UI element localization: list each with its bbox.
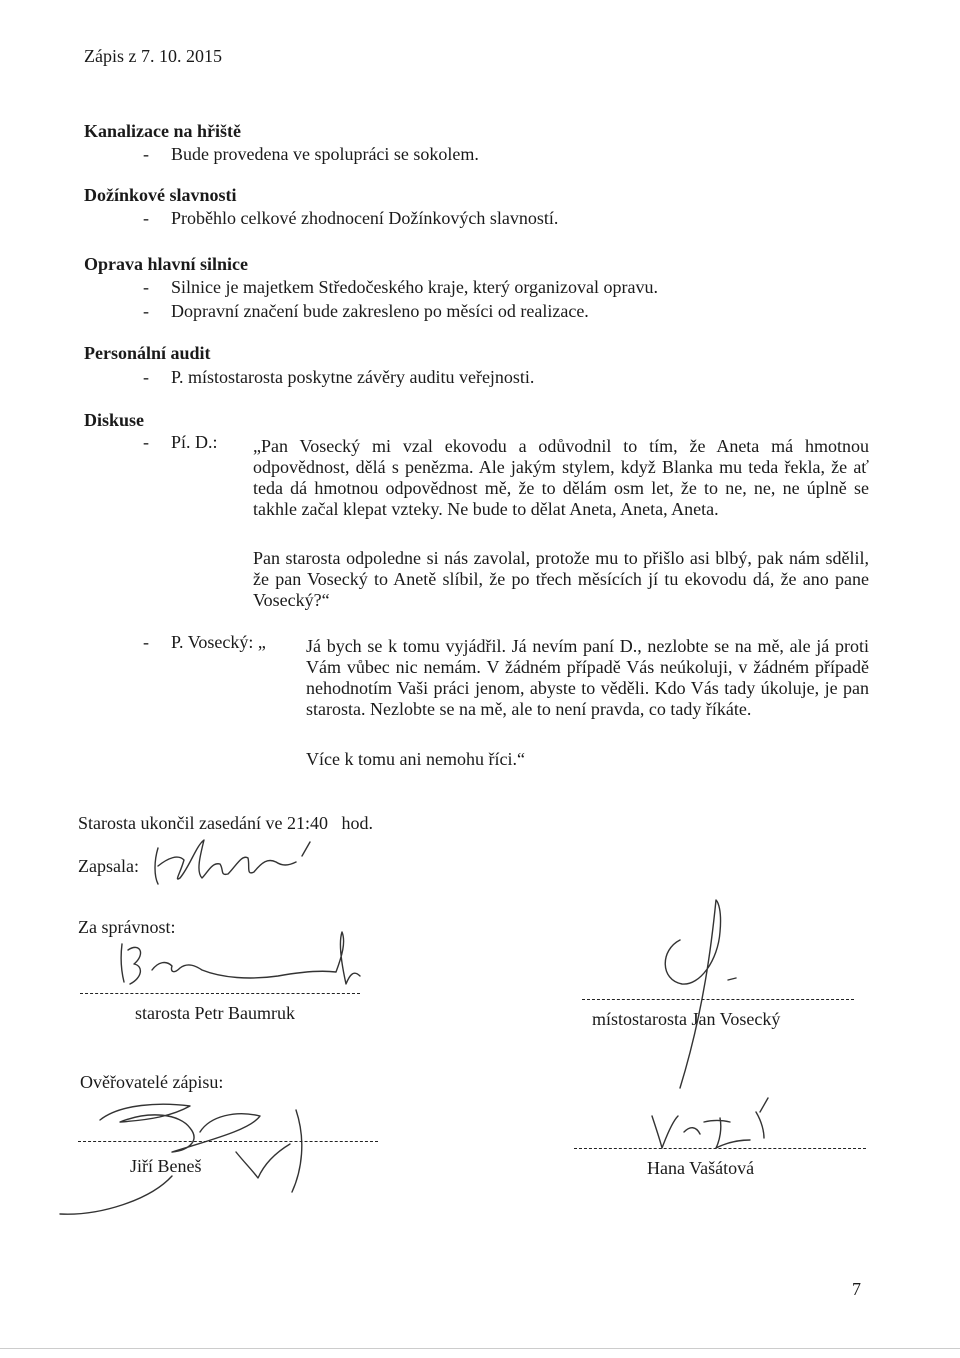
closing-text: Starosta ukončil zasedání ve [78, 813, 283, 833]
verifier-benes-signature [40, 1080, 330, 1220]
verifier-vasatova-signature [640, 1092, 800, 1152]
signer-starosta: starosta Petr Baumruk [135, 1003, 295, 1023]
list-item-text: Proběhlo celkové zhodnocení Dožínkových slavností. [171, 208, 559, 228]
starosta-signature [110, 926, 370, 996]
section-heading-diskuse: Diskuse [84, 410, 145, 430]
list-item-text: P. místostarosta poskytne závěry auditu veřejnosti. [171, 367, 535, 387]
signer-benes: Jiří Beneš [130, 1156, 202, 1176]
list-item [143, 367, 534, 388]
bullet-dash: - [143, 632, 149, 652]
closing-unit: hod. [341, 813, 373, 833]
recorder-label: Zapsala: [78, 856, 139, 876]
verification-label: Za správnost: [78, 917, 176, 937]
page-number: 7 [852, 1279, 861, 1299]
list-item [143, 301, 589, 322]
page-bottom-edge [0, 1348, 960, 1349]
speech-paragraph: Já bych se k tomu vyjádřil. Já nevím paní D., nezlobte se na mě, ale já proti Vám vůbec nic nemám. V žádném případě Vás neúkoluji, v žádném případě nehodnotím Vaši práci jenom, abyste to věděli. Kdo Vás tady úkoluje, je pan starosta. Nezlobte se na mě, ale to není pravda, co tady říkáte. [306, 636, 869, 719]
bullet-dash: - [143, 144, 149, 164]
speech-paragraph: Pan starosta odpoledne si nás zavolal, protože mu to přišlo asi blbý, pak nám sdělil, že pan Vosecký to Anetě slíbil, že po třech měsících jí tu ekovodu dá, že ano pane Vosecký?“ [253, 548, 869, 610]
list-item [143, 277, 658, 298]
bullet-dash: - [143, 367, 149, 387]
list-item-text: Silnice je majetkem Středočeského kraje, který organizoval opravu. [171, 277, 659, 297]
signer-vasatova: Hana Vašátová [647, 1158, 755, 1178]
bullet-dash: - [143, 277, 149, 297]
signature-line-left [80, 993, 360, 994]
bullet-dash: - [143, 301, 149, 321]
bullet-dash: - [143, 208, 149, 228]
signature-line-right [582, 999, 854, 1000]
section-heading-audit: Personální audit [84, 343, 211, 363]
section-heading-kanalizace: Kanalizace na hřiště [84, 121, 241, 141]
speaker-name: Pí. D.: [171, 432, 218, 452]
recorder-signature [150, 836, 330, 896]
section-heading-oprava-silnice: Oprava hlavní silnice [84, 254, 249, 274]
bullet-dash: - [143, 432, 149, 452]
section-heading-dozinky: Dožínkové slavnosti [84, 185, 237, 205]
closing-time: 21:40 [286, 813, 328, 833]
mistostarosta-signature [620, 900, 780, 1090]
signature-line-right-2 [574, 1148, 866, 1149]
speech-paragraph: „Pan Vosecký mi vzal ekovodu a odůvodnil to tím, že Aneta má hmotnou odpovědnost, dělá s penězma. Ale jakým stylem, když Blanka mu teda řekla, že ať teda dá hmotnou odpovědnost mě, že to dělám osm let, že to ne, ne, ne úplně se takhle začal klepat vzteky. Ne bude to dělat Aneta, Aneta, Aneta. [253, 436, 869, 519]
verifiers-label: Ověřovatelé zápisu: [80, 1072, 224, 1092]
document-title: Zápis z 7. 10. 2015 [84, 46, 222, 66]
closing-line [78, 813, 373, 834]
signer-mistostarosta: místostarosta Jan Vosecký [592, 1009, 781, 1029]
speaker-name: P. Vosecký: „ [171, 632, 266, 652]
list-item-text: Dopravní značení bude zakresleno po měsíci od realizace. [171, 301, 589, 321]
speech-paragraph: Více k tomu ani nemohu říci.“ [306, 749, 525, 769]
signature-line-left-2 [78, 1141, 378, 1142]
list-item [143, 208, 558, 229]
list-item [143, 144, 479, 165]
speaker-row [143, 432, 218, 453]
speaker-row [143, 632, 266, 653]
list-item-text: Bude provedena ve spolupráci se sokolem. [171, 144, 479, 164]
